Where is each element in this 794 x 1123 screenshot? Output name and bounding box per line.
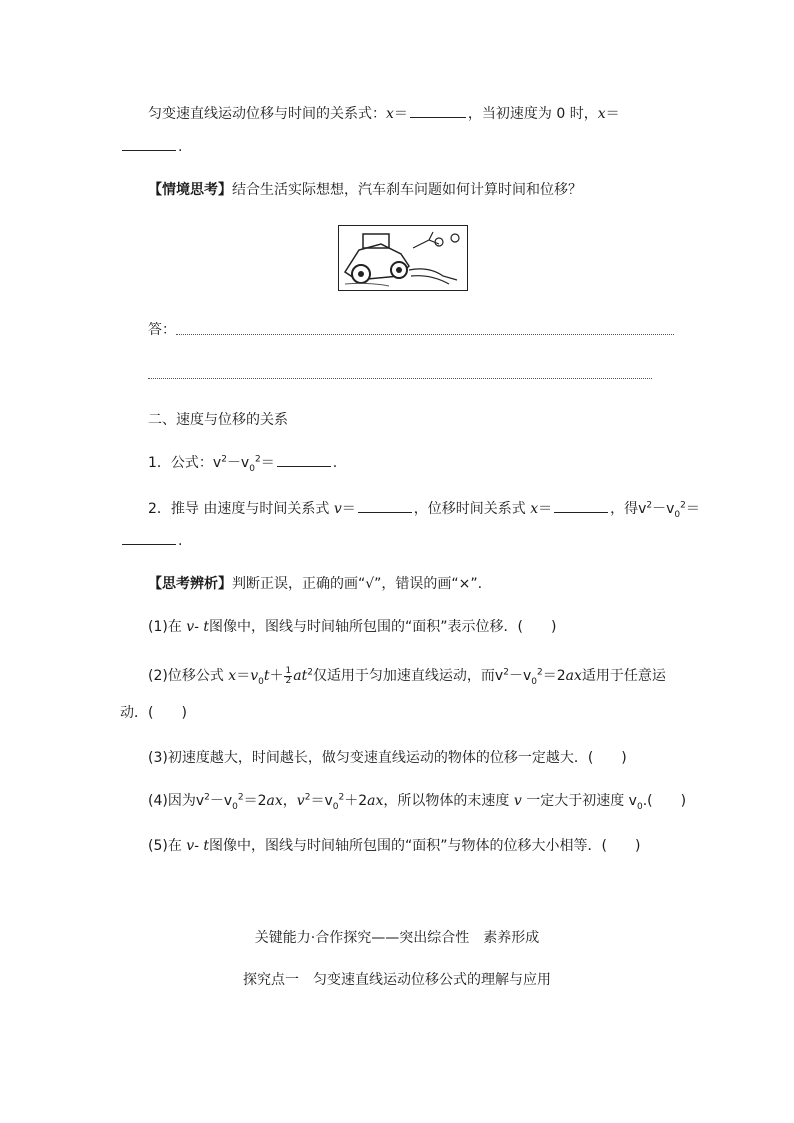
fill-blank[interactable] <box>358 498 412 513</box>
fill-blank[interactable] <box>554 498 608 513</box>
fill-blank[interactable] <box>122 136 176 151</box>
fill-blank[interactable] <box>410 103 466 118</box>
displacement-time-relation-line: 匀变速直线运动位移与时间的关系式：x＝ ，当初速度为 0 时，x＝ <box>148 103 620 124</box>
judge-heading: 【思考辨析】判断正误，正确的画“√”，错误的画“×”. <box>148 576 483 592</box>
car-braking-illustration <box>338 225 468 291</box>
displacement-time-relation-line-cont: . <box>120 136 182 157</box>
explore-point-heading: 探究点一 匀变速直线运动位移公式的理解与应用 <box>243 972 551 988</box>
judge-item-5: (5)在 v- t图像中，图线与时间轴所包围的“面积”与物体的位移大小相等．( ) <box>148 838 641 854</box>
fraction-one-half: $\frac{1}{2}$ <box>285 665 292 686</box>
fill-blank[interactable] <box>122 530 176 545</box>
answer-line-1[interactable] <box>176 334 674 335</box>
formula-line: 1．公式：$v^2-v_0^2=$ . <box>148 452 337 473</box>
scenario-question: 【情境思考】结合生活实际想想，汽车刹车问题如何计算时间和位移？ <box>148 182 582 198</box>
key-ability-heading: 关键能力·合作探究——突出综合性 素养形成 <box>254 930 540 946</box>
answer-line-2[interactable] <box>148 378 652 379</box>
judge-item-1: (1)在 v- t图像中，图线与时间轴所包围的“面积”表示位移．( ) <box>148 619 557 635</box>
derivation-line-cont: . <box>120 530 182 551</box>
section-title: 二、速度与位移的关系 <box>148 412 288 428</box>
judge-item-2-cont: 动．( ) <box>120 705 187 721</box>
judge-item-4: (4)因为$v^2-v_0^2=2ax$，$v^2=v_0^2+2ax$，所以物体的末速度 v 一定大于初速度 $v_0$.( ) <box>148 792 687 812</box>
derivation-line: 2．推导 由速度与时间关系式 v＝ ，位移时间关系式 x＝ ，得$v^2-v_0^2=$ <box>148 498 700 519</box>
answer-label: 答： <box>148 322 176 338</box>
fill-blank[interactable] <box>277 452 331 467</box>
judge-item-3: (3)初速度越大，时间越长，做匀变速直线运动的物体的位移一定越大．( ) <box>148 750 627 766</box>
car-icon <box>339 226 467 290</box>
judge-item-2: (2)位移公式 $x=v_0t+$ $\frac{1}{2}$ $at^2$仅适用于匀加速直线运动，而$v^2-v_0^2=2ax$适用于任意运 <box>148 665 666 687</box>
